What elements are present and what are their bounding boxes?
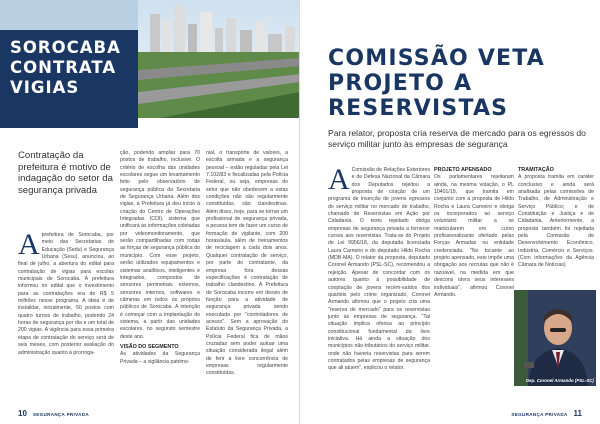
drop-cap: A (328, 163, 350, 196)
left-column-1-text: prefeitura de Sorocaba, por meio das Secretarias de Educação (Sedu) e Segurança Urbana (Sesu), anunciou, ao final de julho, a abertura do edital para contratação de vigias para escolas municipais de Sorocaba. A prefeitura informou no edital que o investimento para as contratações era de R$ 5 milhões nesse programa. A ideia é de instalidar, inicialmente, 50 postos com quatro turnos de trabalho, podendo 24 horas de segurança por dia e um total de 200 vigias. A vigência para essa primeira etapa de contratação do serviço será de seis meses, com posterior avaliação do administração quanto à prorroga- (18, 232, 114, 356)
photo-caption: Dep. Coronel Armando (PSL-SC) (526, 378, 594, 383)
right-column-2-text: Os parlamentares rejeitaram ainda, na mesma votação, o PL 10401/19, que tramita em conjunto com a proposta de Hildo Rocha e Laura Carneiro e obriga os incorporados ao serviço voluntário militar a se matricularem em curso profissionalizante ofertado pelas Forças Armadas ou entidade credenciada. "No tocante ao projeto apensado, este impõe uma obrigação aos recrutas que não é razoável, na medida em que descons idera seus interesses individuais", afirmou Coronel Armando. (434, 174, 514, 298)
right-headline-line: PROJETO A (328, 71, 473, 96)
right-title-block (328, 46, 592, 121)
right-subtitle: Para relator, proposta cria reserva de mercado para os egressos do serviço militar junto às empresas de segurança (328, 128, 586, 149)
right-subhead-2: TRAMITAÇÃO (518, 167, 554, 173)
right-column-1 (328, 163, 430, 373)
right-column-1-text: Comissão de Relações Exteriores e de Defesa Nacional da Câmara dos Deputados rejeitou a proposta de criação de um programa de inserção de jovens egressos do serviço militar no mercado de trabalho, chamado de Reservistas em Ação por Cidadania. O texto rejeitado obriga empresas de segurança privada a fornecer cursos aos reservistas. Trata-se do Projeto de Lei 9956/18, da deputada licenciada Laura Carneiro e do deputado Hildo Rocha (MDB-MA). O relator da proposta, deputado Coronel Armando (PSL-SC), recomendou a rejeição. Apesar de concordar com os autores quanto à possibilidade de cooptação de jovens recém-saídos dos quartéis pelo crime organizado, Coronel Armando afirmou que o projeto cria uma "reserva de mercado" para os reservistas junto às empresas de segurança. "Tal situação implica ofensa ao princípio constitucional fundamental da livre iniciativa. Há ainda a situação dos municípios não-tributários do serviço militar, onde não haveria reservistas para serem contratados pelas empresas de segurança que ali atuem", explicou o relator. (328, 167, 430, 372)
right-subhead-1: PROJETO APENSADO (434, 167, 492, 173)
magazine-name: SEGURANÇA PRIVADA (32, 412, 90, 417)
left-title-block (0, 30, 138, 128)
right-headline-line: RESERVISTAS (328, 96, 509, 121)
left-column-1 (18, 228, 114, 357)
left-subhead: VISÃO DO SEGMENTO (120, 343, 179, 350)
left-column-3 (206, 150, 288, 378)
right-headline-line: COMISSÃO VETA (328, 46, 545, 71)
left-intro: Contratação da prefeitura é motivo de indagação do setor da segurança privada (18, 150, 113, 196)
left-headline-line: VIGIAS (10, 78, 80, 97)
left-column-2-text: ção, podendo ampliar para 70 postos de trabalho, inclusive. O critério de escolha das unidades escolares segue um levantamento feito pelo observatório de segurança pública da Secretaria de Segurança Urbana. Além dos vigias, a Prefeitura já deu início à criação do Centro de Operações Integradas (COI), sistema que unificará as informações coletadas por videomonitoramento, que serão compartilhadas com todas as forças de segurança pública do município. Com esse projeto, serão utilizados equipamentos e sistemas analíticos, inteligentes e integrados, compostos de sensores perimetrais externos, sensores internos, softwares e câmeras em todos os próprios públicos de Sorocaba. A intenção é começar com a implantação do sistema, a partir das unidades escolares, no segundo semestre deste ano. (120, 150, 200, 340)
portrait-photo (514, 290, 596, 386)
right-column-2 (434, 167, 514, 299)
magazine-name: SEGURANÇA PRIVADA (511, 412, 568, 417)
right-column-3 (518, 167, 594, 270)
right-headline (328, 46, 592, 121)
drop-cap: A (18, 228, 40, 261)
left-folio (18, 409, 93, 418)
left-headline (10, 38, 138, 98)
left-column-2 (120, 150, 200, 366)
left-column-3-text: nial, o transporte de valores, a escolta armada e a segurança pessoal – estão reguladas pela Lei 7.102/83 e fiscalizadas pela Polícia Federal, ou seja, empresas do setor que não obedecem a estas condições não são regularmente constituídas, são clandestinas. Além disso, hoje, para se tornar um profissional de segurança privada, a pessoa tem de fazer um curso de formação de vigilante, com 200 horas/aula, além de treinamentos de reciclagem a cada dois anos. Qualquer contratação de serviço, por parte do contratante, da empresa fora dessas especificações é contratação de trabalho clandestino. A Prefeitura de Sorocaba incorre em desvio de função para a atividade de segurança privada sendo executada por "controladores de acesso". Sem a aprovação do Estatuto da Segurança Privada, a Polícia Federal fica de mãos cruzadas sem poder autuar uma situação considerada ilegal além de ferir a livre concorrência de empresas regularmente constituídas. (206, 150, 288, 377)
page-number: 11 (573, 409, 582, 418)
left-column-2-tail: As atividades da Segurança Privada – a vigilância patrimo- (120, 351, 200, 365)
left-headline-line: SOROCABA (10, 38, 121, 57)
right-page (300, 0, 600, 424)
right-folio (507, 409, 582, 418)
right-column-3-text: A proposta tramita em caráter conclusivo e ainda será analisada pelas comissões de Trabalho, de Administração e Serviço Público; e de Constituição e Justiça e de Cidadania. Anteriormente, a proposta também foi rejeitada pela Comissão de Desenvolvimento Econômico, Indústria, Comércio e Serviços. (Com informações da Agência Câmara de Notícias) (518, 174, 594, 269)
page-number: 10 (18, 409, 27, 418)
left-headline-line: CONTRATA (10, 58, 117, 77)
